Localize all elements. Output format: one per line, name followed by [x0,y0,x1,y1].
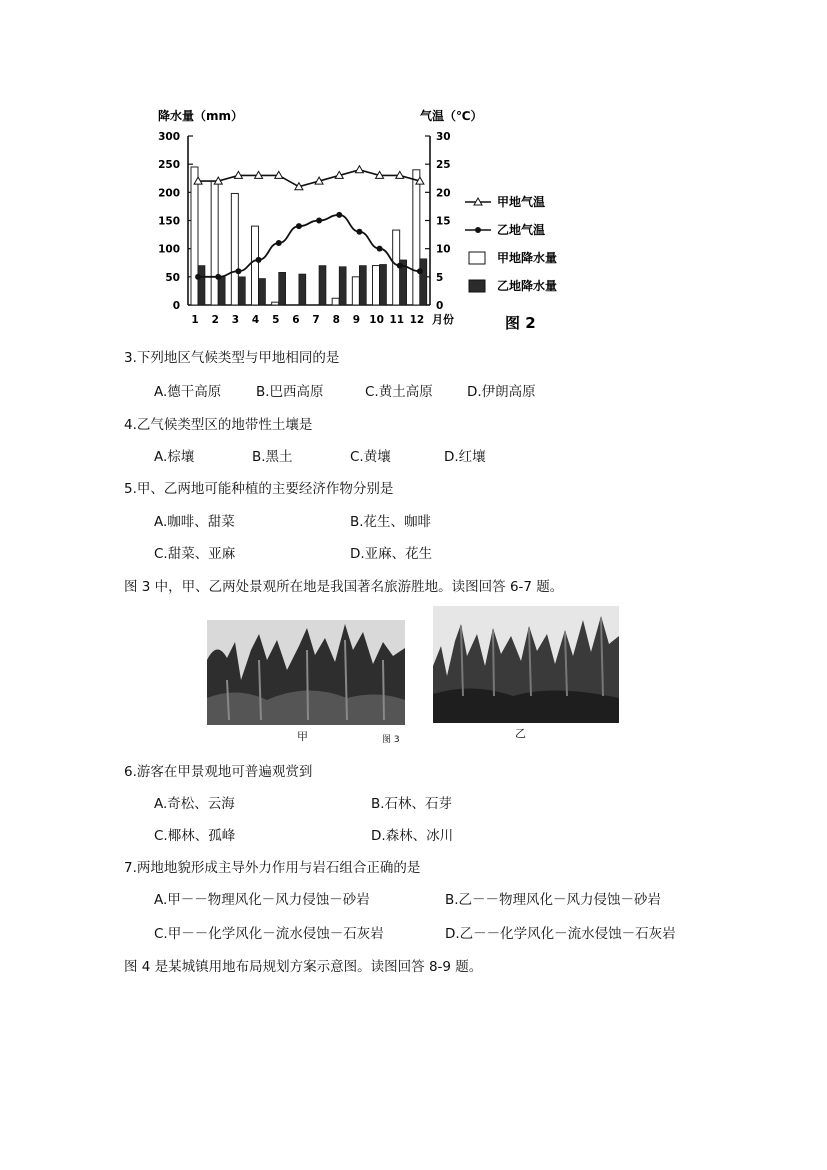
q7-option-a: A.甲－－物理风化－风力侵蚀－砂岩 [154,892,370,908]
x-tick-label: 9 [352,314,361,326]
q3-option-b: B.巴西高原 [256,384,324,400]
question-6-stem: 6.游客在甲景观地可普遍观赏到 [124,764,313,780]
point-yi-temperature [296,223,302,229]
bar-yi-rainfall [259,279,266,305]
q3-option-c: C.黄土高原 [365,384,433,400]
q7-option-b: B.乙－－物理风化－风力侵蚀－砂岩 [445,892,662,908]
point-yi-temperature [356,229,362,235]
q5-option-a: A.咖啡、甜菜 [154,514,235,530]
x-tick-label: 10 [369,314,384,326]
q3-option-a: A.德干高原 [154,384,222,400]
bar-yi-rainfall [238,277,245,305]
question-3-stem: 3.下列地区气候类型与甲地相同的是 [124,350,340,366]
x-tick-label: 1 [191,314,199,326]
point-yi-temperature [195,274,201,280]
bar-yi-rainfall [420,259,427,305]
bar-yi-rainfall [319,266,326,305]
y-left-tick-label: 200 [158,187,180,200]
y-right-title: 气温（℃） [420,109,483,123]
y-left-title: 降水量（mm） [158,109,244,123]
legend-label: 甲地气温 [497,195,546,209]
bar-jia-rainfall [231,193,238,305]
bar-yi-rainfall [279,272,286,305]
legend-label: 乙地降水量 [497,279,558,293]
bar-yi-rainfall [299,274,306,305]
bar-jia-rainfall [252,226,259,305]
x-tick-label: 4 [251,314,260,326]
y-left-tick-label: 150 [158,215,180,228]
x-tick-label: 5 [272,314,280,326]
point-yi-temperature [235,268,241,274]
q6-option-a: A.奇松、云海 [154,796,235,812]
y-left-tick-label: 100 [158,243,180,256]
bar-jia-rainfall [413,170,420,305]
point-jia-temperature [355,166,363,173]
landscape-photo-yi [433,606,619,723]
bar-yi-rainfall [218,277,225,305]
q6-option-b: B.石林、石芽 [371,796,453,812]
y-left-tick-label: 250 [158,159,180,172]
figure3-label-yi: 乙 [515,727,526,740]
point-yi-temperature [336,212,342,218]
intro-6-7: 图 3 中，甲、乙两处景观所在地是我国著名旅游胜地。读图回答 6-7 题。 [124,579,564,595]
line-jia-temperature [198,170,420,187]
legend-yi-rain-swatch [469,280,485,292]
bar-jia-rainfall [373,266,380,305]
bar-yi-rainfall [198,266,205,305]
bar-jia-rainfall [191,167,198,305]
climate-chart [140,100,600,335]
question-5-stem: 5.甲、乙两地可能种植的主要经济作物分别是 [124,481,394,497]
legend-label: 甲地降水量 [497,251,558,265]
x-tick-label: 6 [292,314,300,326]
point-yi-temperature [377,246,383,252]
point-yi-temperature [417,268,423,274]
q6-option-d: D.森林、冰川 [371,828,454,844]
bar-jia-rainfall [352,277,359,305]
y-right-tick-label: 30 [436,131,451,143]
bar-jia-rainfall [272,302,279,305]
intro-8-9: 图 4 是某城镇用地布局规划方案示意图。读图回答 8-9 题。 [124,959,483,975]
bar-yi-rainfall [359,266,366,305]
y-right-tick-label: 25 [436,159,451,172]
point-yi-temperature [316,218,322,224]
y-left-tick-label: 300 [158,131,180,143]
point-yi-temperature [215,274,221,280]
x-tick-label: 7 [312,314,320,326]
q4-option-d: D.红壤 [444,449,486,465]
figure2-label: 图 2 [505,314,536,332]
point-yi-temperature [256,257,262,263]
q7-option-c: C.甲－－化学风化－流水侵蚀－石灰岩 [154,926,384,942]
figure3-label-jia: 甲 [297,730,308,743]
q3-option-d: D.伊朗高原 [467,384,536,400]
point-yi-temperature [276,240,282,246]
legend-label: 乙地气温 [497,223,546,237]
bar-yi-rainfall [380,264,387,305]
bar-yi-rainfall [339,267,346,305]
figure3-caption: 图 3 [382,735,400,745]
y-right-tick-label: 5 [436,271,444,284]
question-4-stem: 4.乙气候类型区的地带性土壤是 [124,417,313,433]
q6-option-c: C.椰林、孤峰 [154,828,236,844]
q5-option-d: D.亚麻、花生 [350,546,433,562]
x-tick-label: 2 [211,314,219,326]
q4-option-a: A.棕壤 [154,449,195,465]
landscape-photo-jia [207,620,405,725]
legend-yi-temp-marker [475,227,481,233]
x-tick-label: 12 [409,314,425,326]
q5-option-c: C.甜菜、亚麻 [154,546,236,562]
y-left-tick-label: 50 [165,271,180,284]
bar-jia-rainfall [211,181,218,305]
x-axis-unit: 月份 [432,313,454,326]
y-right-tick-label: 10 [436,243,451,256]
q7-option-d: D.乙－－化学风化－流水侵蚀－石灰岩 [445,926,676,942]
question-7-stem: 7.两地地貌形成主导外力作用与岩石组合正确的是 [124,860,421,876]
x-tick-label: 11 [389,314,405,326]
y-right-tick-label: 20 [436,187,451,200]
bar-jia-rainfall [332,298,339,305]
x-tick-label: 8 [332,314,340,326]
y-left-tick-label: 0 [172,300,180,312]
q5-option-b: B.花生、咖啡 [350,514,432,530]
q4-option-c: C.黄壤 [350,449,391,465]
y-right-tick-label: 15 [436,215,451,228]
x-tick-label: 3 [231,314,240,326]
legend-jia-rain-swatch [469,252,485,264]
y-right-tick-label: 0 [436,300,444,312]
point-yi-temperature [397,263,403,269]
q4-option-b: B.黑土 [252,449,293,465]
